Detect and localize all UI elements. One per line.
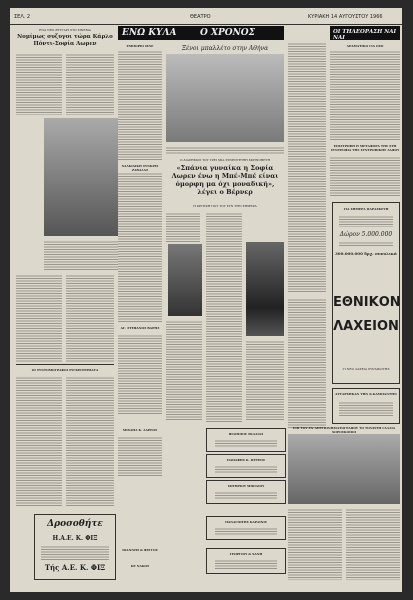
page-header — [10, 8, 402, 24]
lottery-foot: ΓΙ ΝΕΟ ΛΑΧΕΙΑ ΣΥΝΔΙΚΟΤΗΣ — [342, 367, 390, 371]
classified-ad-6 — [206, 548, 286, 574]
club-title: ΑΥΤΑΡΧΗΚΑΝ ΤΗΝ Κ.ΚΑΜΠΑΝΤΗΝ — [335, 392, 397, 396]
page-number: ΣΕΛ. 2 — [14, 14, 31, 20]
classified-ad-3-title: ΠΑΠΑΦΗΣ Κ. ΠΕΤΡΟΣ — [227, 458, 265, 462]
left-article-text-3 — [16, 274, 62, 362]
ad-brand: Η.Α.Ε. Κ. ΦΙΞ — [52, 535, 98, 542]
cinema-list-title: ΕΜΠΟΡΙΟ ΣΙΝΕ — [126, 44, 154, 48]
tv-text — [330, 50, 400, 140]
lottery-text-2 — [339, 241, 393, 247]
narrow-column-text — [288, 42, 326, 292]
listings-text-2 — [66, 376, 114, 506]
ponti-loren-photo — [44, 118, 118, 236]
classified-ad-4 — [206, 480, 286, 504]
header-rule — [10, 24, 402, 25]
portrait-photo-2 — [246, 242, 284, 336]
drivein-text-2 — [346, 508, 400, 580]
club-text — [339, 401, 393, 417]
ballet-title: Ξένοι μπαλλέτο στην Αθήνα — [181, 45, 269, 52]
paper-name: ΘΕΑΤΡΟ — [190, 14, 211, 20]
masthead-banner — [118, 26, 284, 40]
lottery-name-2: ΛΑΧΕΙΟΝ — [333, 319, 399, 334]
newspaper-page — [10, 8, 402, 592]
classified-ad-2-title: ΦΙΛΙΠΠΟΣ ΣΚΑΛΙΑΣ — [228, 432, 264, 436]
ballet-photo — [166, 54, 284, 142]
ad-text — [41, 545, 109, 561]
interview-text — [166, 212, 200, 242]
classified-ad-4-title: ΣΩΤΗΡΙΟΥ ΜΠΟΔΙΟΥ — [227, 484, 265, 488]
interview-text-3 — [166, 320, 202, 420]
small-ad-7: ΜΙΧΑΗΛ Κ. ΛΑΡΕΟΣ — [122, 428, 158, 432]
listings-text — [16, 376, 62, 506]
ad-footer: Τής Α.Ε. Κ. ΦΙΞ — [44, 563, 106, 572]
interview-text-4 — [246, 340, 284, 420]
left-section-title: ΟΙ ΣΥΝΤΟΜΟΓΡΑΦΟΙ ΣΥΓΚΡΟΤΗΜΑΤΑ — [31, 368, 99, 372]
narrow-column-text-2 — [288, 298, 326, 428]
issue-date: ΚΥΡΙΑΚΗ 14 ΑΥΓΟΥΣΤΟΥ 1966 — [308, 14, 383, 20]
masthead-left: ΕΝΩ ΚΥΛΑ — [122, 28, 177, 38]
interview-text-2 — [206, 212, 242, 422]
tv-banner — [330, 26, 400, 40]
cinema-list-3 — [118, 334, 162, 414]
cinema-list-3-title: ΑΓ. ΣΤΕΦΑΝΟΣ ΒΑΡΗΣ — [120, 326, 160, 330]
classified-ad-2 — [206, 428, 286, 452]
tv-title: ΟΙ ΤΗΛΕΟΡΑΣΗ ΝΑΙ ΝΑΙ — [333, 29, 397, 41]
masthead-right: Ο ΧΡΟΝΟΣ — [200, 28, 255, 38]
classified-ad-5-text — [215, 527, 277, 535]
lottery-name-1: ΕΘΝΙΚΟΝ — [333, 295, 401, 310]
drivein-text — [288, 508, 342, 580]
left-article-text-4 — [66, 274, 114, 362]
drivein-photo — [288, 434, 400, 504]
lottery-amount-2: 300.000.000 δρχ. συνολικά — [335, 251, 397, 256]
classified-ad-3-text — [215, 465, 277, 473]
classified-ad-4-text — [215, 491, 277, 499]
ballet-caption — [166, 146, 284, 154]
classified-ad-5-title: ΠΑΝΑΓΙΩΤΗΣ ΚΑΡΑΙΝΙΣ — [225, 520, 267, 524]
ad-title: Δροσοθήτε — [47, 519, 103, 529]
classified-ad-3 — [206, 454, 286, 478]
interview-headline: «Σπάνια γυναίκα η Σοφία Λωρεν ένω η Μπέ-Μπέ είναι όμορφη μα όχι μοναδική», λέγει ο Βέρνερ — [171, 164, 279, 196]
lottery-ad — [332, 202, 400, 384]
left-article-text-2 — [66, 53, 114, 115]
interview-kicker: Ο ΔΙΑΣΗΜΟΣ ΤΟΥ ΤΡΕΙ ΜΙΑ ΣΥΝΕΝΤΕΥΞΗ ΣΚΗΝΟΘΕΤΗ — [179, 158, 271, 162]
lottery-top: ΓΙΑ ΣΗΜΕΡΑ ΠΑΡΑΣΚΕΥΗ — [343, 207, 389, 211]
classified-ad-6-text — [215, 559, 277, 569]
classified-ad-6-title: ΓΕΩΡΓΙΟΥ & ΧΑΝΗ — [229, 552, 263, 556]
cinema-list — [118, 50, 162, 160]
drivein-caption: ΕΠΙ ΤΟΥ ΕΝ ΑΕΡΙ ΚΙΝΗΜΑΤΟΓΡΑΦΟΥ ΤΟ ΤΟΝΙΣΤΗ ΓΑΛΛΙΑ ΧΟΡΟΣΚΟΠΟΙ — [292, 426, 396, 434]
classified-ad-2-text — [215, 439, 277, 447]
photo-caption-text — [44, 240, 118, 270]
club-ad — [332, 388, 400, 424]
cinema-list-2 — [118, 172, 162, 322]
interview-sub: Η ΚΡΙΤΙΚΗ ΠΟΥ ΤΟΥ ΣΥΝ ΤΗΝ ΣΗΜΕΡΑ — [193, 204, 257, 208]
left-article-text — [16, 53, 62, 115]
small-ad-7-text — [118, 436, 162, 476]
left-kicker: ΕΝΑ ΝΕΟ ΖΕΥΓΑΡΙ ΣΤΟ ΣΙΝΕΜΑ — [39, 28, 91, 32]
notice-text — [330, 156, 400, 196]
soft-drink-ad — [34, 514, 116, 580]
portrait-photo-1 — [168, 244, 202, 316]
classified-ad-5 — [206, 516, 286, 540]
tv-sub: ΔΡΑΜΑΤΙΚΟ ΓΙΑ ΟΣΟ — [346, 44, 384, 48]
lottery-amount-1: Δώρον 5.000.000 — [339, 231, 393, 238]
cinema-list-2-title: ΧΑΛΚΙΔΙΚΗ ΣΥΝΚΡΙΣ ΖΑΒΑΛΑΣ — [121, 164, 159, 172]
left-rule — [16, 364, 114, 365]
lottery-text — [339, 215, 393, 227]
small-ad-9: ΚΕ ΝΑΚΟΣ — [130, 564, 150, 568]
notice-title: ΕΠΙΣΤΡΟΦΗ Η ΜΕΤΑΦΟΡΑ ΤΗΣ ΣΤΗ ΣΥΝΤΡΟΦΙΑ ΤΗΣ ΣΥΝΤΡΟΦΙΚΗΣ ΛΑΦΟΥ — [330, 144, 400, 152]
left-headline: Νομίμως συζυγοι τώρα Κάρλο Πόντι-Σοφία Λωρεν — [17, 34, 113, 47]
small-ad-8: ΙΩΑΝΝΗΣ & ΦΕΓΓΟΣ — [122, 548, 158, 552]
